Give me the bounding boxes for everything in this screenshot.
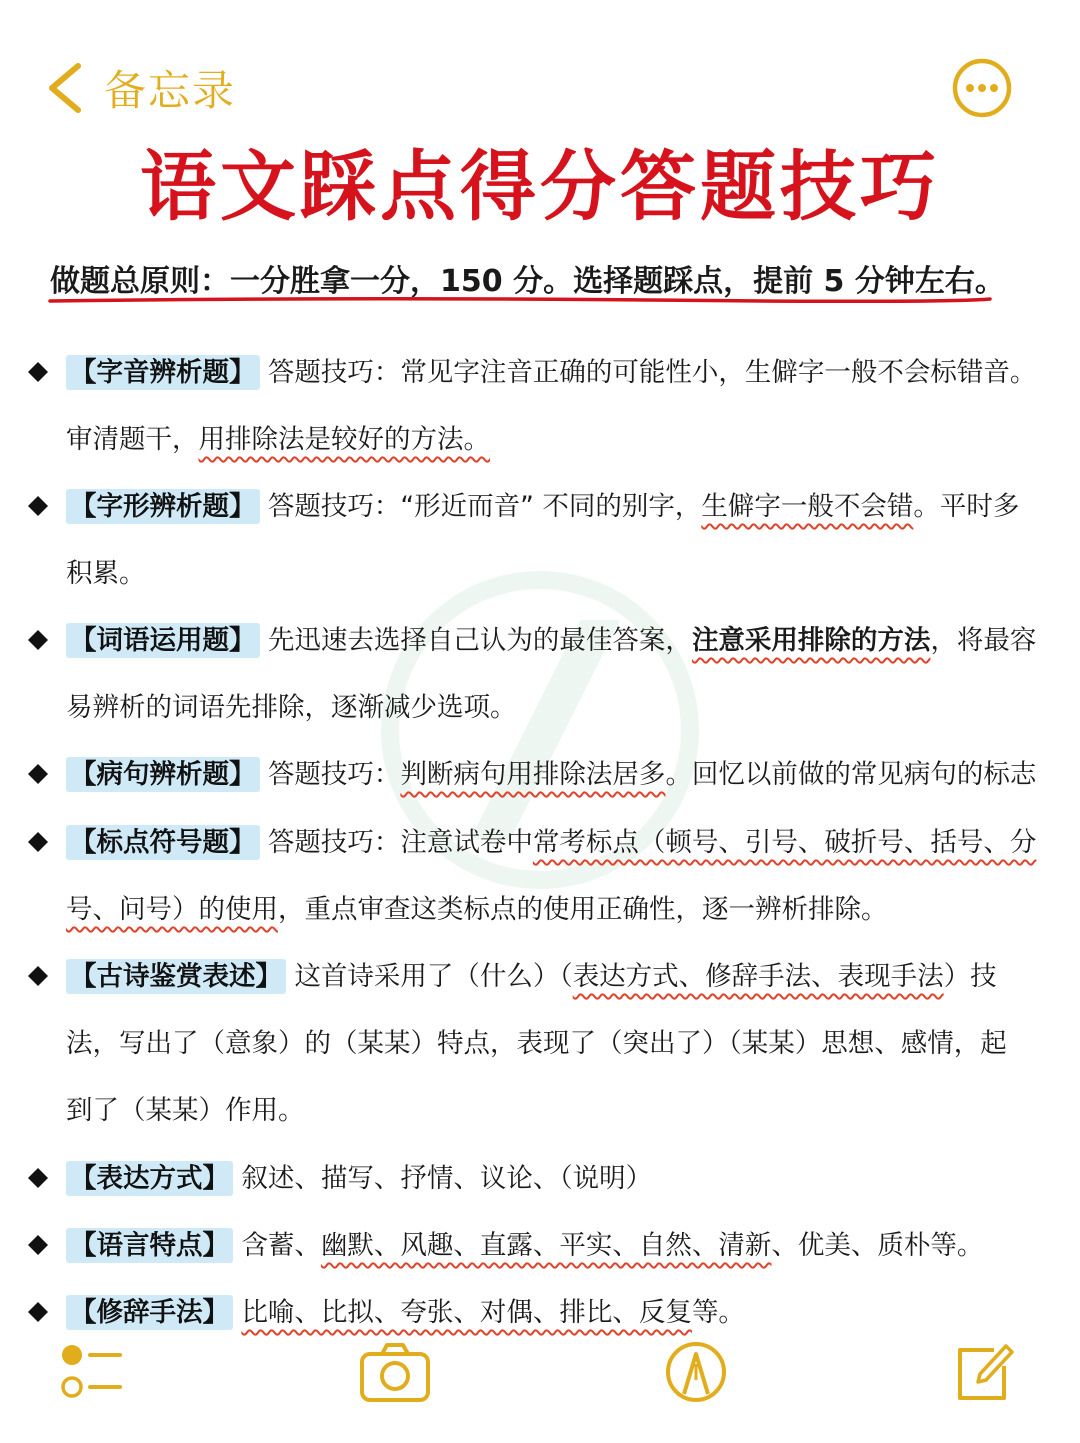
item-line xyxy=(66,755,1036,795)
item-line xyxy=(66,1293,745,1333)
watermark-logo-icon xyxy=(380,560,700,920)
item-text: 答题技巧：常见字注音正确的可能性小，生僻字一般不会标错音。 xyxy=(267,357,1037,388)
underlined-text: 号、问号）的使用 xyxy=(66,894,278,925)
diamond-bullet-icon xyxy=(28,832,48,852)
item-text: 先迅速去选择自己认为的最佳答案， xyxy=(267,625,692,656)
diamond-bullet-icon xyxy=(28,630,48,650)
principle-underline xyxy=(48,296,992,304)
diamond-bullet-icon xyxy=(28,1168,48,1188)
camera-icon[interactable] xyxy=(358,1340,432,1404)
item-line xyxy=(66,1024,1007,1064)
diamond-bullet-icon xyxy=(28,966,48,986)
item-line xyxy=(66,1159,652,1199)
item-line xyxy=(66,487,1019,527)
diamond-bullet-icon xyxy=(28,1235,48,1255)
navigation-bar xyxy=(0,0,1080,130)
item-tag: 【字音辨析题】 xyxy=(66,355,260,390)
item-text: ，重点审查这类标点的使用正确性，逐一辨析排除。 xyxy=(278,894,888,925)
item-line xyxy=(66,420,490,460)
underlined-text: 注意采用排除的方法 xyxy=(691,625,931,656)
more-options-icon[interactable] xyxy=(952,58,1012,118)
item-text: 等。 xyxy=(691,1297,745,1328)
checklist-icon[interactable] xyxy=(58,1340,124,1404)
page-title: 语文踩点得分答题技巧 xyxy=(140,142,940,231)
item-tag: 【表达方式】 xyxy=(66,1161,233,1196)
item-text: ，将最容 xyxy=(930,625,1037,656)
item-line xyxy=(66,353,1036,393)
item-line xyxy=(66,890,888,930)
item-line xyxy=(66,688,517,728)
underlined-text: 表达方式、修辞手法、表现手法 xyxy=(572,961,944,992)
item-line xyxy=(66,957,997,997)
item-text: 叙述、描写、抒情、议论、（说明） xyxy=(241,1163,653,1194)
underlined-text: 常考标点（顿号、引号、破折号、括号、分 xyxy=(532,827,1037,858)
item-tag: 【标点符号题】 xyxy=(66,825,260,860)
item-text: 审清题干， xyxy=(66,424,199,455)
principle-text: 做题总原则：一分胜拿一分，150 分。选择题踩点，提前 5 分钟左右。 xyxy=(50,264,1005,299)
item-text: ）技 xyxy=(943,961,997,992)
underlined-text: 生僻字一般不会错 xyxy=(701,491,914,522)
underlined-text: 判断病句用排除法居多 xyxy=(400,759,666,790)
underlined-text: 幽默、风趣、直露、平实、自然、清新 xyxy=(320,1230,772,1261)
item-text: 答题技巧：注意试卷中 xyxy=(267,827,533,858)
item-text: 答题技巧：“形近而音” 不同的别字， xyxy=(267,491,702,522)
diamond-bullet-icon xyxy=(28,764,48,784)
item-text: 法，写出了（意象）的（某某）特点，表现了（突出了）（某某）思想、感情，起 xyxy=(66,1028,1007,1059)
chevron-left-icon[interactable] xyxy=(42,60,92,116)
diamond-bullet-icon xyxy=(28,1302,48,1322)
item-text: 这首诗采用了（什么）（ xyxy=(294,961,573,992)
markup-icon[interactable] xyxy=(664,1340,728,1404)
item-text: 。回忆以前做的常见病句的标志 xyxy=(665,759,1037,790)
item-line xyxy=(66,1226,983,1266)
item-line xyxy=(66,1091,305,1131)
item-tag: 【字形辨析题】 xyxy=(66,489,260,524)
bottom-toolbar xyxy=(0,1332,1080,1443)
item-tag: 【病句辨析题】 xyxy=(66,757,260,792)
item-tag: 【语言特点】 xyxy=(66,1228,233,1263)
compose-icon[interactable] xyxy=(954,1340,1016,1404)
item-text: 积累。 xyxy=(66,558,146,589)
diamond-bullet-icon xyxy=(28,496,48,516)
item-text: 。平时多 xyxy=(913,491,1020,522)
item-line xyxy=(66,823,1036,863)
underlined-text: 比喻、比拟、夸张、对偶、排比、反复 xyxy=(241,1297,692,1328)
item-text: 易辨析的词语先排除，逐渐减少选项。 xyxy=(66,692,517,723)
item-text: 、优美、质朴等。 xyxy=(771,1230,984,1261)
underlined-text: 用排除法是较好的方法。 xyxy=(198,424,490,455)
item-line xyxy=(66,554,146,594)
back-button-label[interactable]: 备忘录 xyxy=(104,66,237,115)
diamond-bullet-icon xyxy=(28,362,48,382)
item-tag: 【词语运用题】 xyxy=(66,623,260,658)
item-text: 答题技巧： xyxy=(267,759,401,790)
item-text: 含蓄、 xyxy=(241,1230,321,1261)
item-tag: 【修辞手法】 xyxy=(66,1295,233,1330)
item-text: 到了（某某）作用。 xyxy=(66,1095,305,1126)
item-tag: 【古诗鉴赏表述】 xyxy=(66,959,286,994)
item-line xyxy=(66,621,1036,661)
